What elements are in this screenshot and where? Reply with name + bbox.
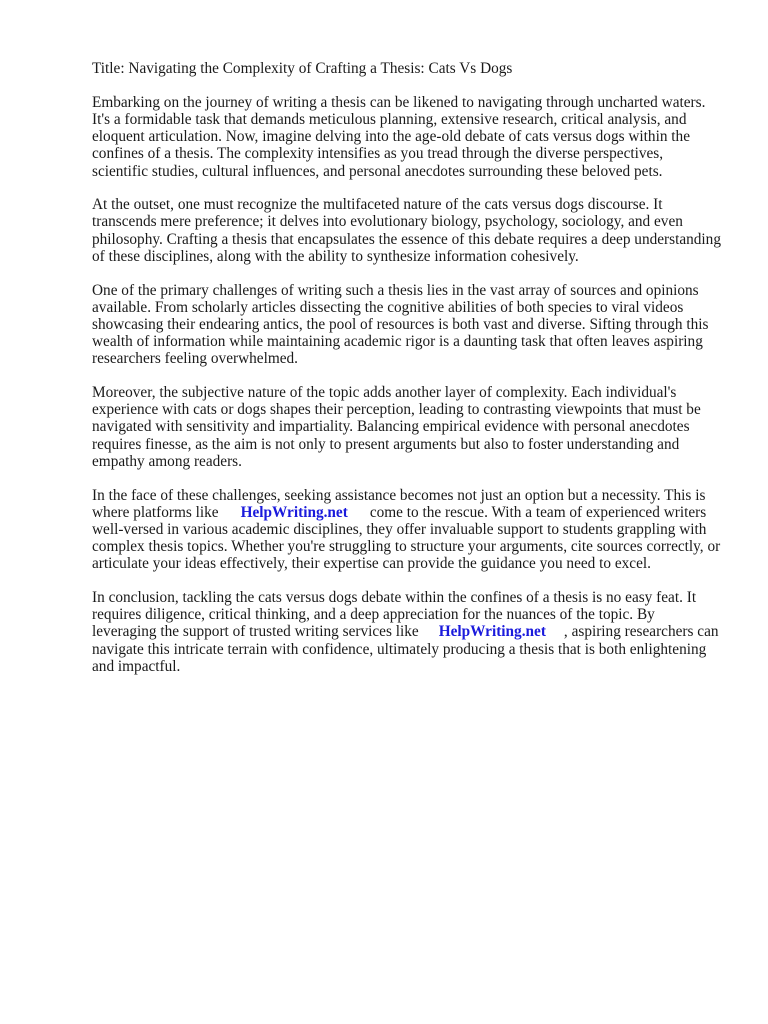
paragraph-subjective: Moreover, the subjective nature of the topic adds another layer of complexity. Each individual's experience with cats or dogs shapes their perception, leading to contrasting viewpoints that must be navigated with sensitivity and impartiality. Balancing empirical evidence with personal anecdotes requires finesse, as the aim is not only to present arguments but also to foster understanding and empathy among readers. [92,384,701,470]
paragraph-intro: Embarking on the journey of writing a thesis can be likened to navigating through uncharted waters. It's a formidable task that demands meticulous planning, extensive research, critical analysis, and eloquent articulation. Now, imagine delving into the age-old debate of cats versus dogs within the confines of a thesis. The complexity intensifies as you tread through the diverse perspectives, scientific studies, cultural influences, and personal anecdotes surrounding these beloved pets. [92,93,706,180]
document-title: Title: Navigating the Complexity of Crafting a Thesis: Cats Vs Dogs [92,60,513,77]
paragraph-assistance [92,487,722,573]
document-page [92,60,722,692]
paragraph-conclusion-text-after: , aspiring researchers can navigate this intricate terrain with confidence, ultimately producing a thesis that is both enlightening and impactful. [92,623,719,675]
helpwriting-link-conclusion[interactable]: HelpWriting.net [438,623,546,641]
paragraph-conclusion-text-before: In conclusion, tackling the cats versus dogs debate within the confines of a thesis is no easy feat. It requires diligence, critical thinking, and a deep appreciation for the nuances of the topic. By leveraging the support of trusted writing services like [92,589,697,641]
helpwriting-link[interactable]: HelpWriting.net [240,503,348,521]
paragraph-conclusion [92,589,722,675]
paragraph-assistance-text-after: come to the rescue. With a team of experienced writers well-versed in various academic disciplines, they offer invaluable support to students grappling with complex thesis topics. Whether you're struggling to structure your arguments, cite sources correctly, or articulate your ideas effectively, their expertise can provide the guidance you need to excel. [92,503,721,573]
paragraph-challenges: One of the primary challenges of writing such a thesis lies in the vast array of sources and opinions available. From scholarly articles dissecting the cognitive abilities of both species to viral videos showcasing their endearing antics, the pool of resources is both vast and diverse. Sifting through this wealth of information while maintaining academic rigor is a daunting task that often leaves aspiring researchers feeling overwhelmed. [92,281,709,368]
paragraph-outset: At the outset, one must recognize the multifaceted nature of the cats versus dogs discourse. It transcends mere preference; it delves into evolutionary biology, psychology, sociology, and even philosophy. Crafting a thesis that encapsulates the essence of this debate requires a deep understanding of these disciplines, along with the ability to synthesize information cohesively. [92,196,721,265]
paragraph-assistance-text-before: In the face of these challenges, seeking assistance becomes not just an option but a necessity. This is where platforms like [92,486,706,521]
